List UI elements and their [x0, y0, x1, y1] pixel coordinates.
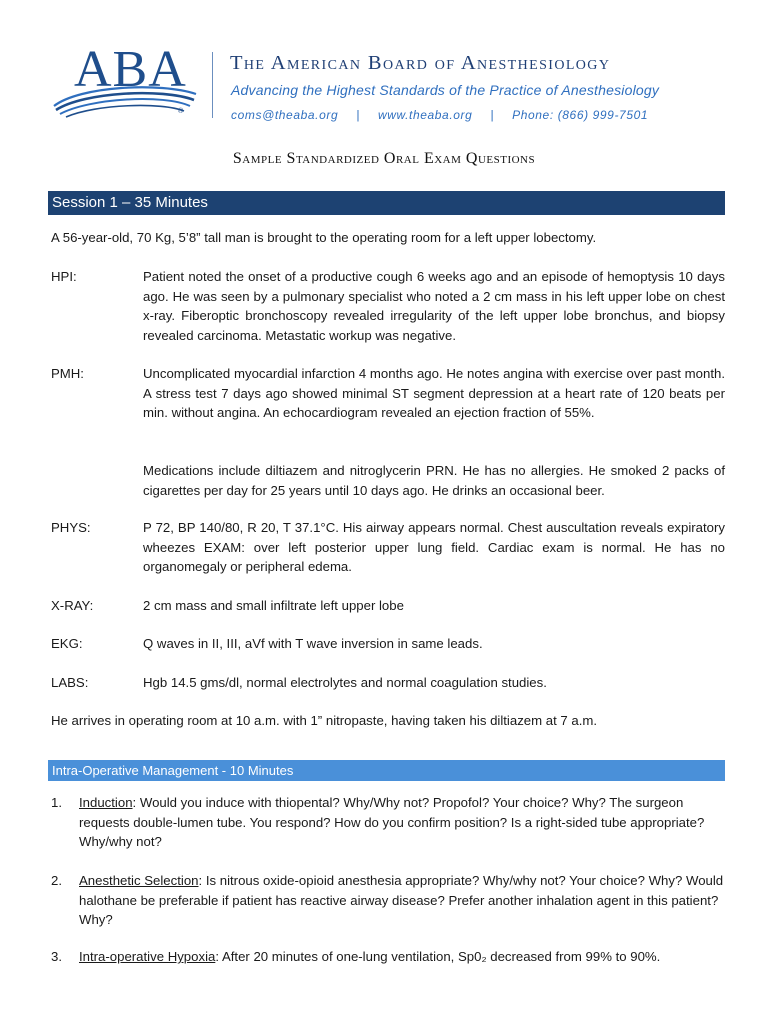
question-text: : Would you induce with thiopental? Why/Why not? Propofol? Your choice? Why? The surgeon requests double-lumen tube. You respond? How do you confirm position? Is a right-sided tube appropriate? Why/why not?: [79, 795, 705, 849]
question-number: 2.: [51, 873, 62, 888]
intraop-heading: Intra-Operative Management - 10 Minutes: [48, 760, 725, 781]
case-intro: A 56-year-old, 70 Kg, 5’8” tall man is brought to the operating room for a left upper lobectomy.: [51, 230, 597, 245]
header-divider: [212, 52, 213, 118]
question-heading: Anesthetic Selection: [79, 873, 199, 888]
question-number: 1.: [51, 795, 62, 810]
separator: |: [356, 108, 360, 122]
question-text: : Is nitrous oxide-opioid anesthesia appropriate? Why/why not? Your choice? Why? Would halothane be preferable if patient has reactive airway disease? Prefer another inhalation agent in this patient? Why?: [79, 873, 724, 927]
document-title: Sample Standardized Oral Exam Questions: [232, 150, 536, 167]
section-text-medications: Medications include diltiazem and nitroglycerin PRN. He has no allergies. He smoked 2 packs of cigarettes per day for 25 years until 10 days ago. He drinks an occasional beer.: [143, 463, 725, 498]
contact-line: [231, 108, 648, 122]
question-2: [79, 871, 725, 930]
session-heading: Session 1 – 35 Minutes: [48, 191, 725, 215]
section-text-ekg: Q waves in II, III, aVf with T wave inversion in same leads.: [143, 636, 483, 651]
section-text-hpi: Patient noted the onset of a productive cough 6 weeks ago and an episode of hemoptysis 10 days ago. He was seen by a pulmonary specialist who noted a 2 cm mass in his left upper lobe on chest x-ray. Fiberoptic bronchoscopy revealed irregularity of the left upper lobe bronchus, and biopsy revealed carcinoma. Metastatic workup was negative.: [143, 269, 725, 343]
contact-phone: Phone: (866) 999-7501: [512, 108, 649, 122]
section-label-labs: LABS:: [51, 675, 89, 690]
letterhead: [50, 41, 730, 128]
logo-swoosh-icon: [50, 76, 200, 126]
question-number: 3.: [51, 949, 62, 964]
org-tagline: Advancing the Highest Standards of the Practice of Anesthesiology: [231, 82, 660, 98]
aba-logo: [50, 41, 200, 124]
section-label-pmh: PMH:: [51, 366, 84, 381]
question-heading: Intra-operative Hypoxia: [79, 949, 216, 964]
question-1: [79, 793, 725, 852]
section-label-hpi: HPI:: [51, 269, 77, 284]
section-label-phys: PHYS:: [51, 520, 91, 535]
arrival-text: He arrives in operating room at 10 a.m. with 1” nitropaste, having taken his diltiazem at 7 a.m.: [51, 713, 598, 728]
section-label-xray: X-RAY:: [51, 598, 94, 613]
question-text: : After 20 minutes of one-lung ventilation, Sp0₂ decreased from 99% to 90%.: [215, 949, 661, 964]
section-label-ekg: EKG:: [51, 636, 83, 651]
contact-email[interactable]: coms@theaba.org: [231, 108, 339, 122]
contact-website[interactable]: www.theaba.org: [377, 108, 473, 122]
separator: |: [490, 108, 495, 122]
org-name: The American Board of Anesthesiology: [230, 52, 611, 74]
section-text-xray: 2 cm mass and small infiltrate left upper lobe: [143, 598, 404, 613]
section-text-pmh: Uncomplicated myocardial infarction 4 months ago. He notes angina with exercise over past month. A stress test 7 days ago showed minimal ST segment depression at a heart rate of 120 beats per min. without angina. An echocardiogram revealed an ejection fraction of 55%.: [143, 366, 725, 420]
section-text-phys: P 72, BP 140/80, R 20, T 37.1°C. His airway appears normal. Chest auscultation reveals expiratory wheezes EXAM: over left posterior upper lung field. Cardiac exam is normal. He has no organomegaly or peripheral edema.: [143, 520, 725, 574]
question-3: [79, 947, 725, 967]
question-heading: Induction: [79, 795, 133, 810]
logo-text: ABA: [74, 41, 187, 98]
section-text-labs: Hgb 14.5 gms/dl, normal electrolytes and normal coagulation studies.: [143, 675, 547, 690]
registered-mark: ®: [178, 108, 184, 115]
